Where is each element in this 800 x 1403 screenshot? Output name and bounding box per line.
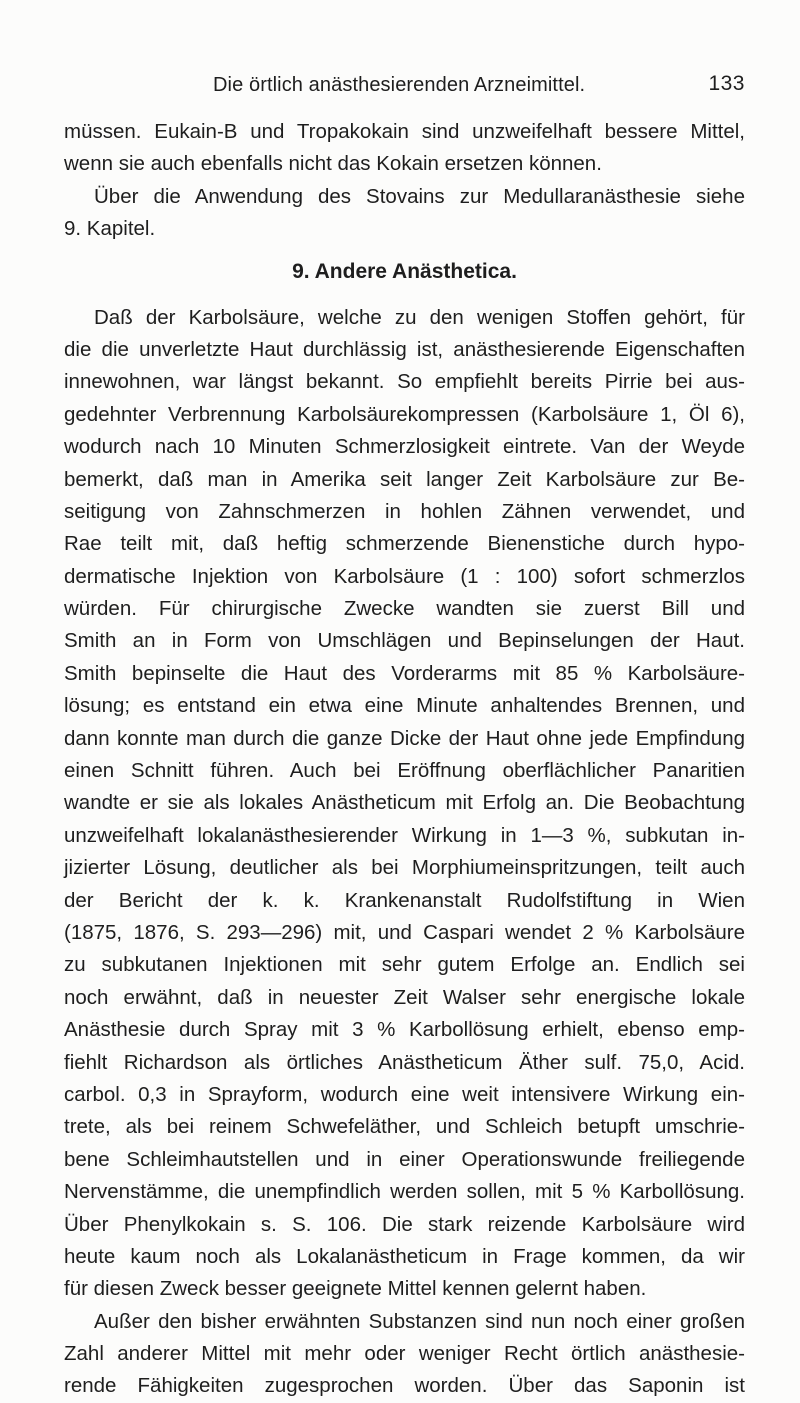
text-line: (1875, 1876, S. 293—296) mit, und Caspari wendet 2 % Karbolsäure [64, 920, 745, 944]
text-line: bemerkt, daß man in Amerika seit langer Zeit Karbolsäure zur Be- [64, 467, 745, 491]
text-line: dann konnte man durch die ganze Dicke der Haut ohne jede Empfindung [64, 726, 745, 750]
text-line: fiehlt Richardson als örtliches Anästheticum Äther sulf. 75,0, Acid. [64, 1050, 745, 1074]
text-line: 9. Kapitel. [64, 217, 156, 241]
text-line: Über Phenylkokain s. S. 106. Die stark reizende Karbolsäure wird [64, 1212, 745, 1236]
text-line: Smith an in Form von Umschlägen und Bepinselungen der Haut. [64, 629, 745, 653]
text-line: der Bericht der k. k. Krankenanstalt Rudolfstiftung in Wien [64, 888, 745, 912]
running-header [64, 74, 745, 104]
text-line: Rae teilt mit, daß heftig schmerzende Bienenstiche durch hypo- [64, 532, 745, 556]
text-line: Nervenstämme, die unempfindlich werden sollen, mit 5 % Karbollösung. [64, 1180, 745, 1204]
text-line: wenn sie auch ebenfalls nicht das Kokain ersetzen können. [64, 152, 602, 176]
text-line: einen Schnitt führen. Auch bei Eröffnung oberflächlicher Panaritien [64, 759, 745, 783]
text-line: jizierter Lösung, deutlicher als bei Morphiumeinspritzungen, teilt auch [64, 856, 745, 880]
text-line: für diesen Zweck besser geeignete Mittel kennen gelernt haben. [64, 1277, 647, 1301]
section-heading: 9. Andere Anästhetica. [292, 259, 517, 283]
text-line: Smith bepinselte die Haut des Vorderarms mit 85 % Karbolsäure- [64, 661, 745, 685]
text-line: trete, als bei reinem Schwefeläther, und Schleich betupft umschrie- [64, 1115, 745, 1139]
page-number: 133 [708, 72, 745, 95]
text-line: müssen. Eukain-B und Tropakokain sind unzweifelhaft bessere Mittel, [64, 120, 745, 143]
text-line: Außer den bisher erwähnten Substanzen sind nun noch einer großen [94, 1309, 745, 1333]
text-line: innewohnen, war längst bekannt. So empfiehlt bereits Pirrie bei aus- [64, 370, 745, 394]
text-line: lösung; es entstand ein etwa eine Minute anhaltendes Brennen, und [64, 694, 745, 718]
text-line: Über die Anwendung des Stovains zur Medullaranästhesie siehe [94, 184, 745, 208]
running-title: Die örtlich anästhesierenden Arzneimittel. [213, 74, 586, 96]
text-line: würden. Für chirurgische Zwecke wandten sie zuerst Bill und [64, 597, 745, 621]
text-line: die die unverletzte Haut durchlässig ist, anästhesierende Eigenschaften [64, 337, 745, 361]
text-line: wandte er sie als lokales Anästheticum mit Erfolg an. Die Beobachtung [64, 791, 745, 815]
text-line: wodurch nach 10 Minuten Schmerzlosigkeit eintrete. Van der Weyde [64, 435, 745, 459]
text-line: unzweifelhaft lokalanästhesierender Wirkung in 1—3 %, subkutan in- [64, 823, 745, 847]
text-line: zu subkutanen Injektionen mit sehr gutem Erfolge an. Endlich sei [64, 953, 745, 977]
text-line: carbol. 0,3 in Sprayform, wodurch eine weit intensivere Wirkung ein- [64, 1082, 745, 1106]
text-line: noch erwähnt, daß in neuester Zeit Walser sehr energische lokale [64, 985, 745, 1009]
text-line: bene Schleimhautstellen und in einer Operationswunde freiliegende [64, 1147, 745, 1171]
text-line: seitigung von Zahnschmerzen in hohlen Zähnen verwendet, und [64, 499, 745, 523]
text-line: dermatische Injektion von Karbolsäure (1 : 100) sofort schmerzlos [64, 564, 745, 588]
text-line: Daß der Karbolsäure, welche zu den wenigen Stoffen gehört, für [94, 305, 745, 329]
text-line: Zahl anderer Mittel mit mehr oder weniger Recht örtlich anästhesie- [64, 1342, 745, 1366]
body-text [64, 116, 745, 1403]
text-line: Anästhesie durch Spray mit 3 % Karbollösung erhielt, ebenso emp- [64, 1018, 745, 1042]
text-line: heute kaum noch als Lokalanästheticum in Frage kommen, da wir [64, 1244, 745, 1268]
text-line: rende Fähigkeiten zugesprochen worden. Über das Saponin ist [64, 1374, 745, 1398]
text-line: gedehnter Verbrennung Karbolsäurekompressen (Karbolsäure 1, Öl 6), [64, 402, 745, 426]
